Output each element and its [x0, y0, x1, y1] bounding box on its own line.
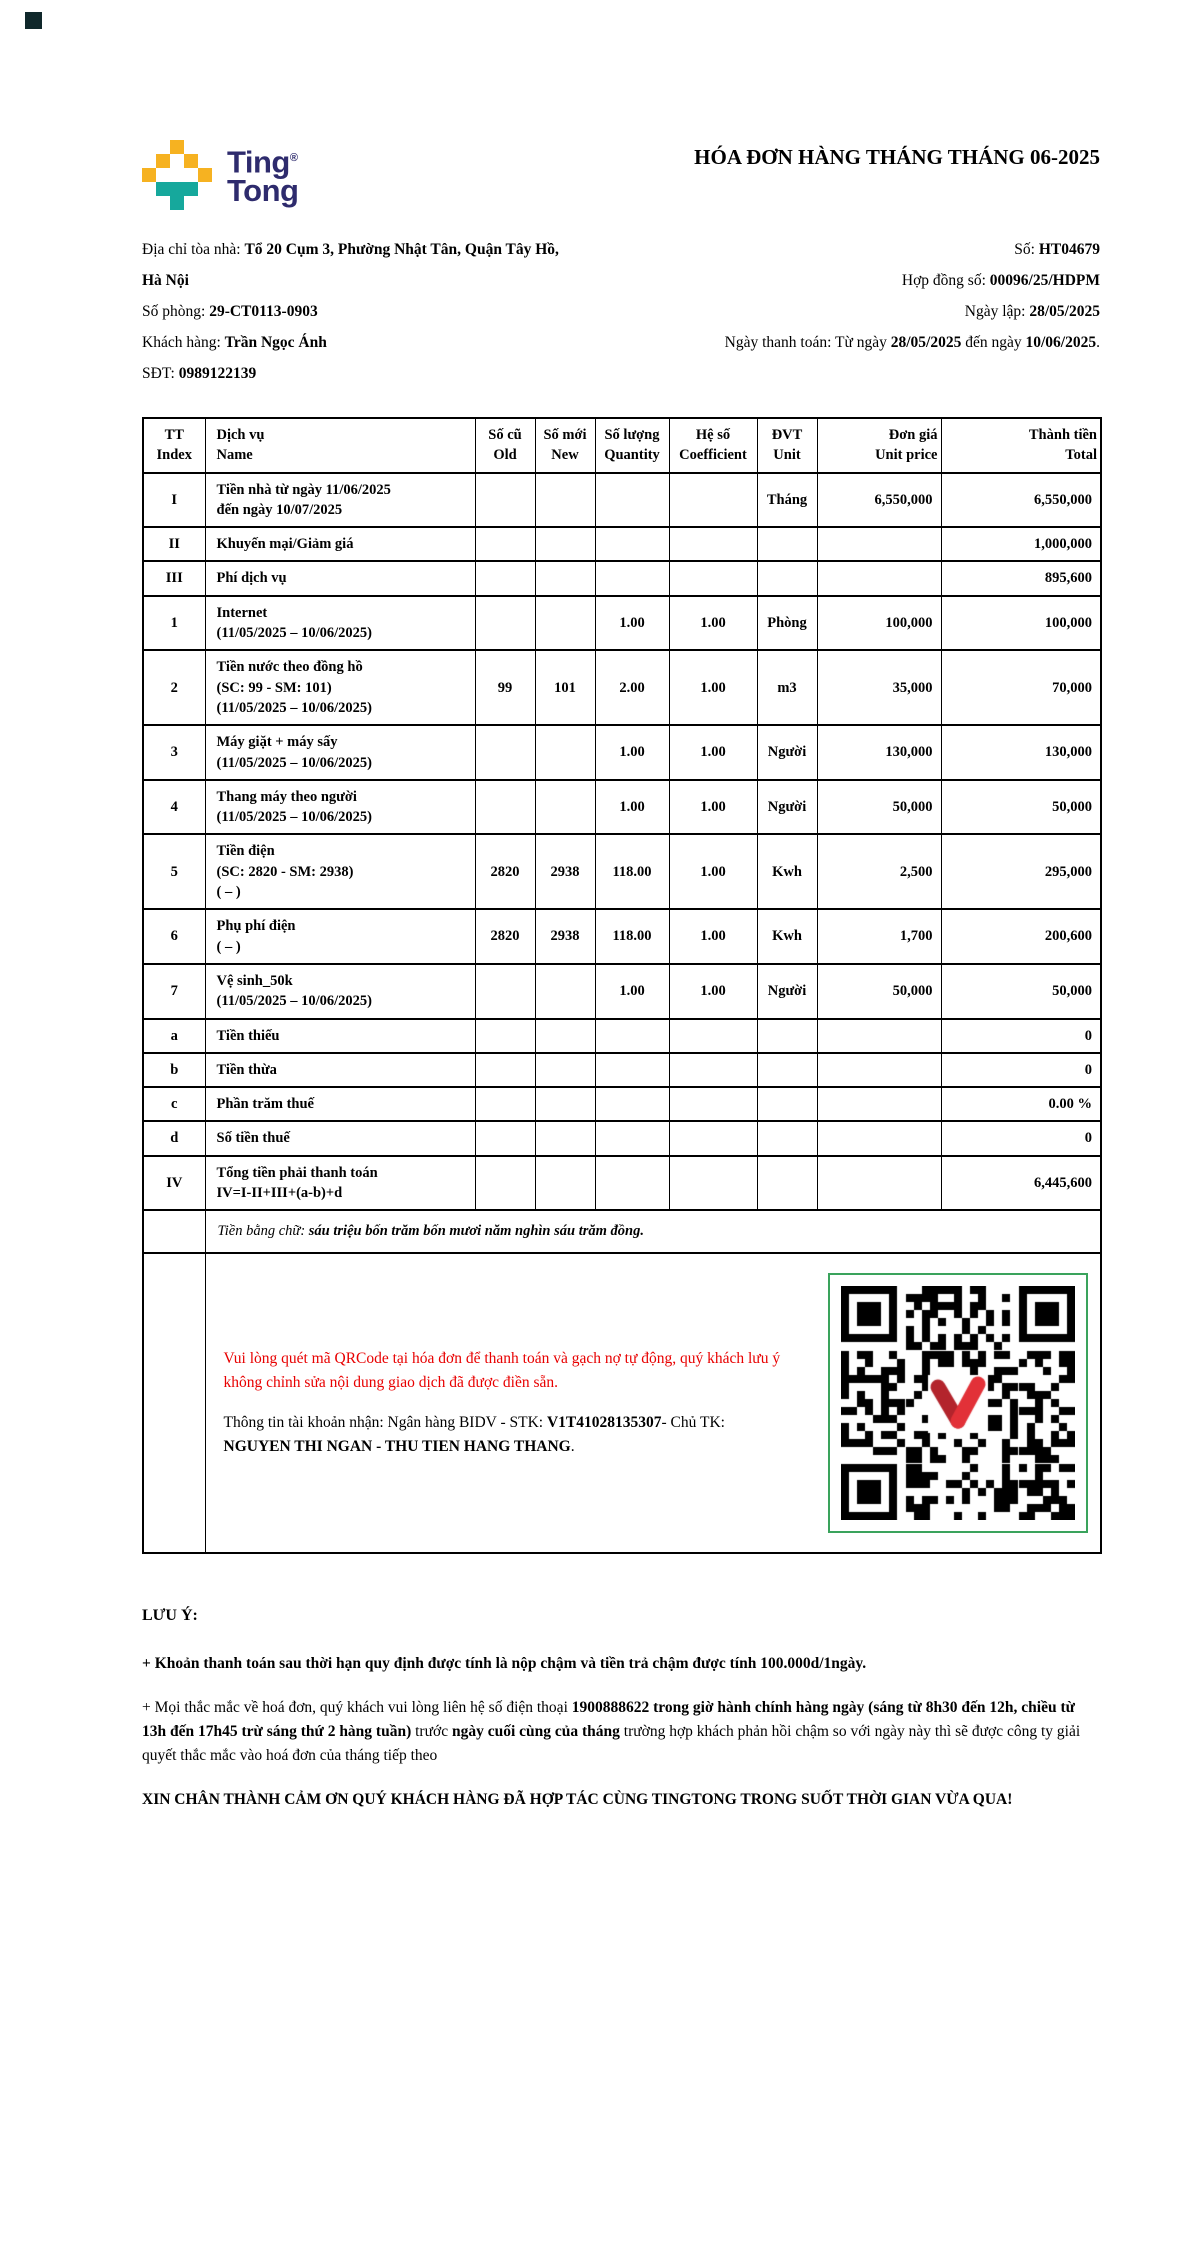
info-line: Ngày thanh toán: Từ ngày 28/05/2025 đến ngày 10/06/2025. — [724, 334, 1100, 351]
unit-cell: Tháng — [757, 473, 817, 528]
table-row — [143, 1156, 1101, 1211]
new-cell: 101 — [535, 650, 595, 725]
total-cell: 200,600 — [941, 909, 1101, 964]
coef-cell: 1.00 — [669, 650, 757, 725]
old-cell — [475, 473, 535, 528]
tt-cell: 5 — [143, 834, 205, 909]
price-cell — [817, 561, 941, 595]
old-cell: 2820 — [475, 834, 535, 909]
new-cell — [535, 473, 595, 528]
payment-qr-code — [828, 1273, 1088, 1533]
logo-pixel — [170, 140, 184, 154]
unit-cell — [757, 1121, 817, 1155]
logo-pixel — [156, 182, 198, 196]
note-thanks: XIN CHÂN THÀNH CẢM ƠN QUÝ KHÁCH HÀNG ĐÃ HỢP TÁC CÙNG TINGTONG TRONG SUỐT THỜI GIAN VỪA QUA! — [142, 1791, 1013, 1809]
tt-cell: 4 — [143, 780, 205, 835]
qty-cell — [595, 561, 669, 595]
new-cell — [535, 1156, 595, 1211]
coef-cell: 1.00 — [669, 780, 757, 835]
table-row — [143, 527, 1101, 561]
table-row — [143, 725, 1101, 780]
unit-cell: Phòng — [757, 596, 817, 651]
table-row — [143, 1121, 1101, 1155]
coef-cell: 1.00 — [669, 964, 757, 1019]
customer-info — [142, 234, 622, 389]
new-cell — [535, 596, 595, 651]
old-cell — [475, 1156, 535, 1211]
logo-pixel — [170, 196, 184, 210]
price-cell: 100,000 — [817, 596, 941, 651]
coef-cell — [669, 1121, 757, 1155]
service-name-cell: Phụ phí điện ( – ) — [205, 909, 475, 964]
coef-cell — [669, 1053, 757, 1087]
qr-code-image — [841, 1286, 1075, 1520]
column-header: Thành tiền Total — [941, 418, 1101, 473]
price-cell — [817, 1053, 941, 1087]
coef-cell: 1.00 — [669, 725, 757, 780]
total-cell: 6,445,600 — [941, 1156, 1101, 1211]
coef-cell — [669, 527, 757, 561]
info-line: Địa chỉ tòa nhà: Tổ 20 Cụm 3, Phường Nhật Tân, Quận Tây Hồ, Hà Nội — [142, 241, 559, 289]
service-name-cell: Khuyến mại/Giảm giá — [205, 527, 475, 561]
column-header: Đơn giá Unit price — [817, 418, 941, 473]
service-name-cell: Máy giặt + máy sấy (11/05/2025 – 10/06/2025) — [205, 725, 475, 780]
qr-instruction-text: Vui lòng quét mã QRCode tại hóa đơn để thanh toán và gạch nợ tự động, quý khách lưu ý không chỉnh sửa nội dung giao dịch đã được điền sẵn. — [223, 1349, 781, 1391]
unit-cell: Người — [757, 780, 817, 835]
price-cell: 6,550,000 — [817, 473, 941, 528]
coef-cell — [669, 473, 757, 528]
qty-cell — [595, 1121, 669, 1155]
service-name-cell: Tổng tiền phải thanh toán IV=I-II+III+(a-b)+d — [205, 1156, 475, 1211]
unit-cell — [757, 1087, 817, 1121]
new-cell — [535, 725, 595, 780]
tt-cell: c — [143, 1087, 205, 1121]
table-row — [143, 650, 1101, 725]
total-cell: 50,000 — [941, 780, 1101, 835]
old-cell — [475, 1053, 535, 1087]
price-cell: 1,700 — [817, 909, 941, 964]
service-name-cell: Tiền nhà từ ngày 11/06/2025 đến ngày 10/07/2025 — [205, 473, 475, 528]
coef-cell — [669, 1087, 757, 1121]
service-name-cell: Thang máy theo người (11/05/2025 – 10/06/2025) — [205, 780, 475, 835]
table-row — [143, 780, 1101, 835]
invoice-title: HÓA ĐƠN HÀNG THÁNG THÁNG 06-2025 — [694, 145, 1100, 169]
coef-cell — [669, 561, 757, 595]
new-cell — [535, 1121, 595, 1155]
coef-cell — [669, 1156, 757, 1211]
service-name-cell: Tiền điện (SC: 2820 - SM: 2938) ( – ) — [205, 834, 475, 909]
price-cell — [817, 1087, 941, 1121]
table-row — [143, 1053, 1101, 1087]
unit-cell — [757, 561, 817, 595]
old-cell — [475, 725, 535, 780]
old-cell — [475, 561, 535, 595]
total-cell: 130,000 — [941, 725, 1101, 780]
new-cell — [535, 964, 595, 1019]
qty-cell — [595, 527, 669, 561]
column-header: Số cũ Old — [475, 418, 535, 473]
qty-cell: 2.00 — [595, 650, 669, 725]
price-cell: 2,500 — [817, 834, 941, 909]
amount-in-words-row — [143, 1210, 1101, 1252]
unit-cell: Kwh — [757, 834, 817, 909]
payment-instructions — [216, 1347, 796, 1459]
header — [142, 140, 1100, 210]
brand-logo — [142, 140, 298, 210]
tt-cell: d — [143, 1121, 205, 1155]
price-cell: 50,000 — [817, 964, 941, 1019]
price-cell: 130,000 — [817, 725, 941, 780]
tt-cell: III — [143, 561, 205, 595]
account-info-text: Thông tin tài khoản nhận: Ngân hàng BIDV - STK: V1T41028135307- Chủ TK: NGUYEN THI NGAN - THU TIEN HANG THANG. — [223, 1413, 725, 1455]
service-name-cell: Phần trăm thuế — [205, 1087, 475, 1121]
total-cell: 50,000 — [941, 964, 1101, 1019]
new-cell — [535, 780, 595, 835]
table-row — [143, 1087, 1101, 1121]
info-line: Khách hàng: Trần Ngọc Ánh — [142, 334, 327, 351]
column-header: Hệ số Coefficient — [669, 418, 757, 473]
old-cell — [475, 780, 535, 835]
price-cell — [817, 1121, 941, 1155]
total-cell: 1,000,000 — [941, 527, 1101, 561]
qty-cell — [595, 473, 669, 528]
unit-cell — [757, 1053, 817, 1087]
brand-name: Ting® Tong — [227, 144, 299, 209]
new-cell — [535, 1019, 595, 1053]
tt-cell: 3 — [143, 725, 205, 780]
total-cell: 100,000 — [941, 596, 1101, 651]
tt-cell: 7 — [143, 964, 205, 1019]
qr-row — [143, 1253, 1101, 1553]
invoice-meta — [142, 234, 1100, 389]
invoice-info — [622, 234, 1100, 389]
qty-cell — [595, 1156, 669, 1211]
table-row — [143, 964, 1101, 1019]
column-header: ĐVT Unit — [757, 418, 817, 473]
tt-cell: 2 — [143, 650, 205, 725]
total-cell: 6,550,000 — [941, 473, 1101, 528]
old-cell: 99 — [475, 650, 535, 725]
tt-cell: a — [143, 1019, 205, 1053]
service-name-cell: Tiền thừa — [205, 1053, 475, 1087]
tt-cell: 1 — [143, 596, 205, 651]
tt-cell: I — [143, 473, 205, 528]
notes-heading: LƯU Ý: — [142, 1606, 198, 1624]
service-name-cell: Tiền nước theo đồng hồ (SC: 99 - SM: 101) (11/05/2025 – 10/06/2025) — [205, 650, 475, 725]
column-header: TT Index — [143, 418, 205, 473]
new-cell — [535, 527, 595, 561]
coef-cell: 1.00 — [669, 834, 757, 909]
table-row — [143, 1019, 1101, 1053]
qty-cell — [595, 1019, 669, 1053]
charges-table — [142, 417, 1102, 1554]
unit-cell — [757, 1156, 817, 1211]
new-cell — [535, 1087, 595, 1121]
price-cell: 35,000 — [817, 650, 941, 725]
tingtong-logo-icon — [142, 140, 212, 210]
unit-cell: Người — [757, 964, 817, 1019]
new-cell — [535, 561, 595, 595]
unit-cell — [757, 527, 817, 561]
price-cell — [817, 1019, 941, 1053]
unit-cell: m3 — [757, 650, 817, 725]
price-cell — [817, 527, 941, 561]
corner-mark — [25, 12, 42, 29]
total-cell: 70,000 — [941, 650, 1101, 725]
qty-cell — [595, 1087, 669, 1121]
service-name-cell: Phí dịch vụ — [205, 561, 475, 595]
qty-cell: 1.00 — [595, 725, 669, 780]
table-row — [143, 473, 1101, 528]
old-cell — [475, 527, 535, 561]
info-line: Số: HT04679 — [1014, 241, 1100, 258]
column-header: Dịch vụ Name — [205, 418, 475, 473]
tt-cell: IV — [143, 1156, 205, 1211]
note-hotline: + Mọi thắc mắc về hoá đơn, quý khách vui lòng liên hệ số điện thoại 1900888622 trong giờ hành chính hàng ngày (sáng từ 8h30 đến 12h, chiều từ 13h đến 17h45 trừ sáng thứ 2 hàng tuần) trước ngày cuối cùng của tháng trường hợp khách phản hồi chậm so với ngày này thì sẽ được công ty giải quyết thắc mắc vào hoá đơn của tháng tiếp theo — [142, 1699, 1081, 1765]
service-name-cell: Internet (11/05/2025 – 10/06/2025) — [205, 596, 475, 651]
old-cell — [475, 1121, 535, 1155]
qty-cell — [595, 1053, 669, 1087]
total-cell: 295,000 — [941, 834, 1101, 909]
logo-pixel — [156, 154, 170, 168]
tt-cell: II — [143, 527, 205, 561]
qty-cell: 118.00 — [595, 834, 669, 909]
info-line: SĐT: 0989122139 — [142, 365, 257, 382]
amount-in-words: Tiền bằng chữ: sáu triệu bốn trăm bốn mươi năm nghìn sáu trăm đồng. — [205, 1210, 1101, 1252]
old-cell — [475, 596, 535, 651]
footer-notes — [142, 1604, 1100, 1813]
column-header: Số mới New — [535, 418, 595, 473]
qty-cell: 1.00 — [595, 596, 669, 651]
table-row — [143, 909, 1101, 964]
qty-cell: 118.00 — [595, 909, 669, 964]
service-name-cell: Số tiền thuế — [205, 1121, 475, 1155]
old-cell: 2820 — [475, 909, 535, 964]
unit-cell — [757, 1019, 817, 1053]
old-cell — [475, 1019, 535, 1053]
service-name-cell: Vệ sinh_50k (11/05/2025 – 10/06/2025) — [205, 964, 475, 1019]
note-late-payment: + Khoản thanh toán sau thời hạn quy định được tính là nộp chậm và tiền trả chậm được tính 100.000d/1ngày. — [142, 1655, 867, 1673]
qty-cell: 1.00 — [595, 964, 669, 1019]
table-row — [143, 834, 1101, 909]
info-line: Ngày lập: 28/05/2025 — [964, 303, 1100, 320]
old-cell — [475, 1087, 535, 1121]
table-header-row — [143, 418, 1101, 473]
registered-mark: ® — [289, 152, 298, 164]
qty-cell: 1.00 — [595, 780, 669, 835]
unit-cell: Người — [757, 725, 817, 780]
info-line: Số phòng: 29-CT0113-0903 — [142, 303, 318, 320]
coef-cell: 1.00 — [669, 909, 757, 964]
logo-pixel — [142, 168, 156, 182]
coef-cell — [669, 1019, 757, 1053]
price-cell — [817, 1156, 941, 1211]
new-cell: 2938 — [535, 834, 595, 909]
tt-cell: b — [143, 1053, 205, 1087]
total-cell: 0.00 % — [941, 1087, 1101, 1121]
service-name-cell: Tiền thiếu — [205, 1019, 475, 1053]
column-header: Số lượng Quantity — [595, 418, 669, 473]
new-cell: 2938 — [535, 909, 595, 964]
logo-pixel — [198, 168, 212, 182]
total-cell: 895,600 — [941, 561, 1101, 595]
total-cell: 0 — [941, 1053, 1101, 1087]
total-cell: 0 — [941, 1019, 1101, 1053]
info-line: Hợp đồng số: 00096/25/HDPM — [901, 272, 1100, 289]
new-cell — [535, 1053, 595, 1087]
coef-cell: 1.00 — [669, 596, 757, 651]
tt-cell: 6 — [143, 909, 205, 964]
old-cell — [475, 964, 535, 1019]
table-row — [143, 596, 1101, 651]
price-cell: 50,000 — [817, 780, 941, 835]
logo-pixel — [184, 154, 198, 168]
table-row — [143, 561, 1101, 595]
unit-cell: Kwh — [757, 909, 817, 964]
total-cell: 0 — [941, 1121, 1101, 1155]
